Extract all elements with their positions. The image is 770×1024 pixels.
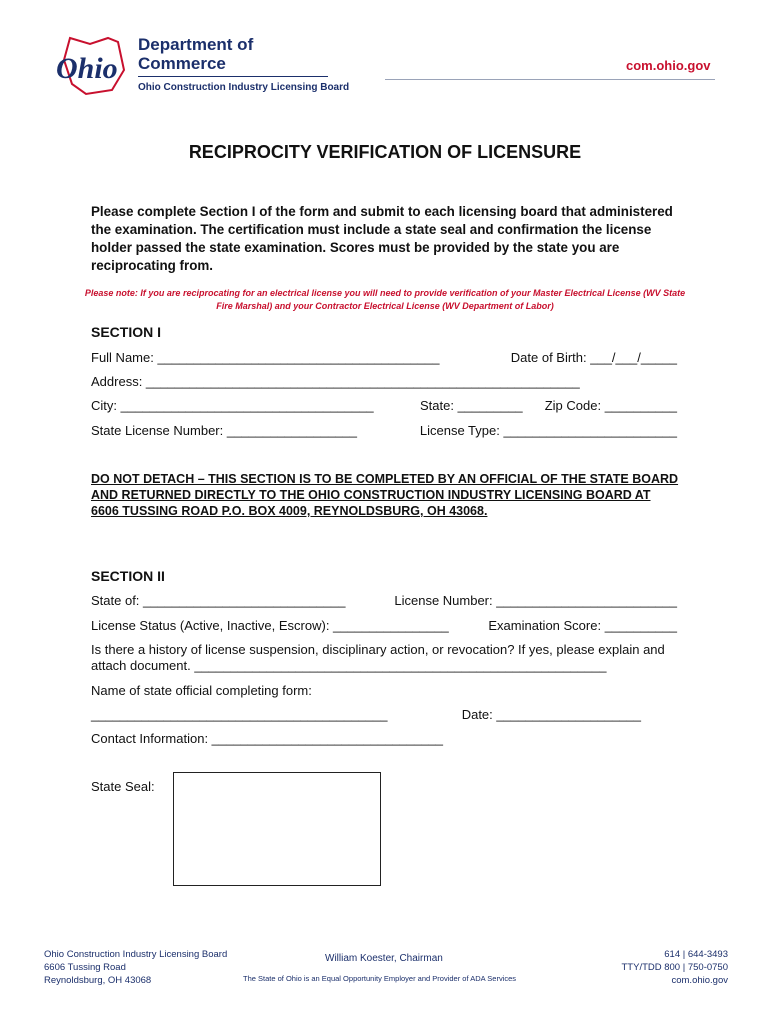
status-row: [91, 618, 677, 633]
ohio-logo-text: Ohio: [56, 52, 118, 85]
contact-field[interactable]: Contact Information: ________________________________: [91, 731, 444, 746]
address-field[interactable]: Address: ____________________________________________________________: [91, 374, 580, 389]
official-label: Name of state official completing form:: [91, 683, 312, 698]
section-2-heading: SECTION II: [91, 568, 165, 584]
footer-contact: 614 | 644-3493 TTY/TDD 800 | 750-0750 com.ohio.gov: [621, 949, 728, 986]
license-type-field[interactable]: License Type: ________________________: [419, 423, 677, 438]
official-date-field[interactable]: Date: ____________________: [461, 707, 641, 722]
state-field[interactable]: State: _________: [420, 398, 523, 413]
footer-address: Ohio Construction Industry Licensing Board 6606 Tussing Road Reynoldsburg, OH 43068: [44, 949, 228, 986]
header-divider: [138, 76, 328, 77]
full-name-row: [91, 350, 677, 365]
exam-score-field[interactable]: Examination Score: __________: [488, 618, 677, 633]
electrical-note: Please note: If you are reciprocating for an electrical license you will need to provide verification of your Master Electrical License (WV State Fire Marshal) and your Contractor Electrical License (WV Department of Labor): [84, 288, 686, 311]
dob-field[interactable]: Date of Birth: ___/___/_____: [510, 350, 677, 365]
department-name: Department of Commerce: [138, 35, 254, 73]
state-seal-label: State Seal:: [91, 779, 155, 794]
zip-field[interactable]: Zip Code: __________: [544, 398, 677, 413]
full-name-field[interactable]: Full Name: _______________________________________: [91, 350, 440, 365]
board-name: Ohio Construction Industry Licensing Board: [138, 82, 350, 93]
city-row: [91, 398, 677, 413]
address-row: [91, 374, 677, 389]
official-row: [91, 707, 641, 722]
state-seal-box: [173, 772, 381, 886]
city-field[interactable]: City: ___________________________________: [91, 398, 374, 413]
license-number-field[interactable]: License Number: _________________________: [394, 593, 677, 608]
section-1-heading: SECTION I: [91, 324, 162, 340]
license-status-field[interactable]: License Status (Active, Inactive, Escrow): ________________: [91, 618, 449, 633]
license-row: [91, 423, 677, 438]
state-license-field[interactable]: State License Number: __________________: [91, 423, 357, 438]
page-title: RECIPROCITY VERIFICATION OF LICENSURE: [188, 142, 582, 162]
footer-website[interactable]: com.ohio.gov: [671, 975, 728, 986]
header-rule: [385, 79, 715, 80]
state-of-field[interactable]: State of: ____________________________: [91, 593, 346, 608]
state-of-row: [91, 593, 677, 608]
detach-warning: DO NOT DETACH – THIS SECTION IS TO BE COMPLETED BY AN OFFICIAL OF THE STATE BOARD AND RETURNED DIRECTLY TO THE OHIO CONSTRUCTION INDUSTRY LICENSING BOARD AT 6606 TUSSING ROAD P.O. BOX 4009, REYNOLDSBURG, OH 43068.: [91, 472, 679, 518]
history-question[interactable]: Is there a history of license suspension, disciplinary action, or revocation? If yes, please explain and attach document. _________________________________________________________: [91, 642, 665, 673]
footer-chairman: William Koester, Chairman: [325, 953, 443, 964]
ohio-logo: [52, 30, 132, 100]
intro-text: Please complete Section I of the form and submit to each licensing board that administered the examination. The certification must include a state seal and confirmation the license holder passed the state examination. Scores must be provided by the state you are reciprocating from.: [91, 204, 673, 273]
footer-equal-opportunity: The State of Ohio is an Equal Opportunity Employer and Provider of ADA Services: [243, 974, 517, 983]
official-name-field[interactable]: _________________________________________: [91, 707, 388, 722]
website-link[interactable]: com.ohio.gov: [626, 58, 711, 73]
